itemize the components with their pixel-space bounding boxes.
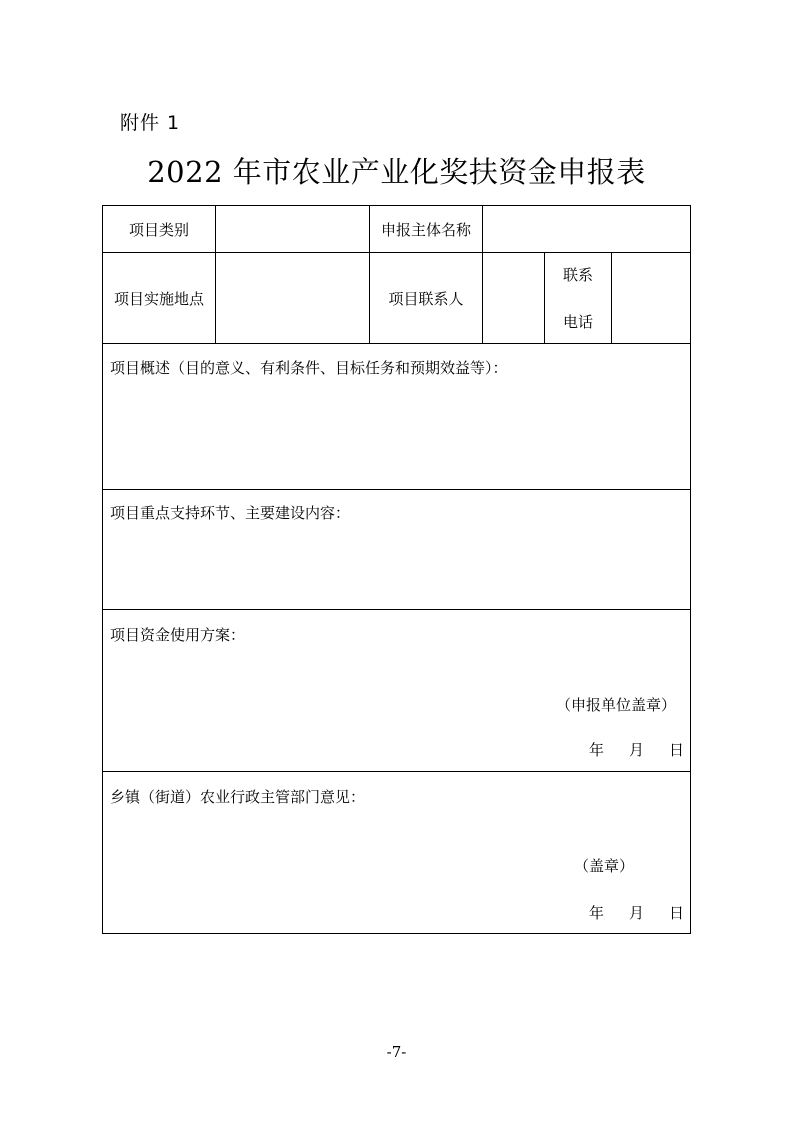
row-divider <box>103 609 690 610</box>
township-date-day: 日 <box>669 904 685 922</box>
contact-person-label: 项目联系人 <box>388 289 464 308</box>
fund-plan-label: 项目资金使用方案： <box>110 626 246 644</box>
township-date-month: 月 <box>629 904 645 922</box>
form-title: 2022 年市农业产业化奖扶资金申报表 <box>147 155 646 189</box>
contact-person-value[interactable] <box>483 253 544 343</box>
location-label: 项目实施地点 <box>113 289 204 308</box>
fund-plan-date-day: 日 <box>669 741 685 759</box>
row-divider <box>103 489 690 490</box>
phone-label <box>545 253 611 343</box>
applicant-seal-note: （申报单位盖章） <box>556 696 677 714</box>
key-support-label: 项目重点支持环节、主要建设内容： <box>110 504 351 522</box>
phone-value[interactable] <box>612 253 690 343</box>
applicant-name-value[interactable] <box>483 206 690 252</box>
project-type-value[interactable] <box>216 206 369 252</box>
phone-label-line2: 电话 <box>562 313 593 331</box>
location-value[interactable] <box>216 253 369 343</box>
page-number: -7- <box>386 1043 407 1061</box>
row-divider <box>103 343 690 344</box>
township-seal-note: （盖章） <box>574 857 635 875</box>
fund-plan-date-year: 年 <box>589 741 605 759</box>
attachment-label: 附件 1 <box>120 112 181 134</box>
fund-plan-date-month: 月 <box>629 741 645 759</box>
application-form-table <box>102 205 691 934</box>
project-type-label: 项目类别 <box>128 220 189 239</box>
row-divider <box>103 771 690 772</box>
township-opinion-label: 乡镇（街道）农业行政主管部门意见： <box>110 788 366 806</box>
phone-label-line1: 联系 <box>562 266 593 284</box>
township-date-year: 年 <box>589 904 605 922</box>
applicant-name-label: 申报主体名称 <box>380 220 471 239</box>
overview-label: 项目概述（目的意义、有利条件、目标任务和预期效益等）： <box>110 359 508 377</box>
